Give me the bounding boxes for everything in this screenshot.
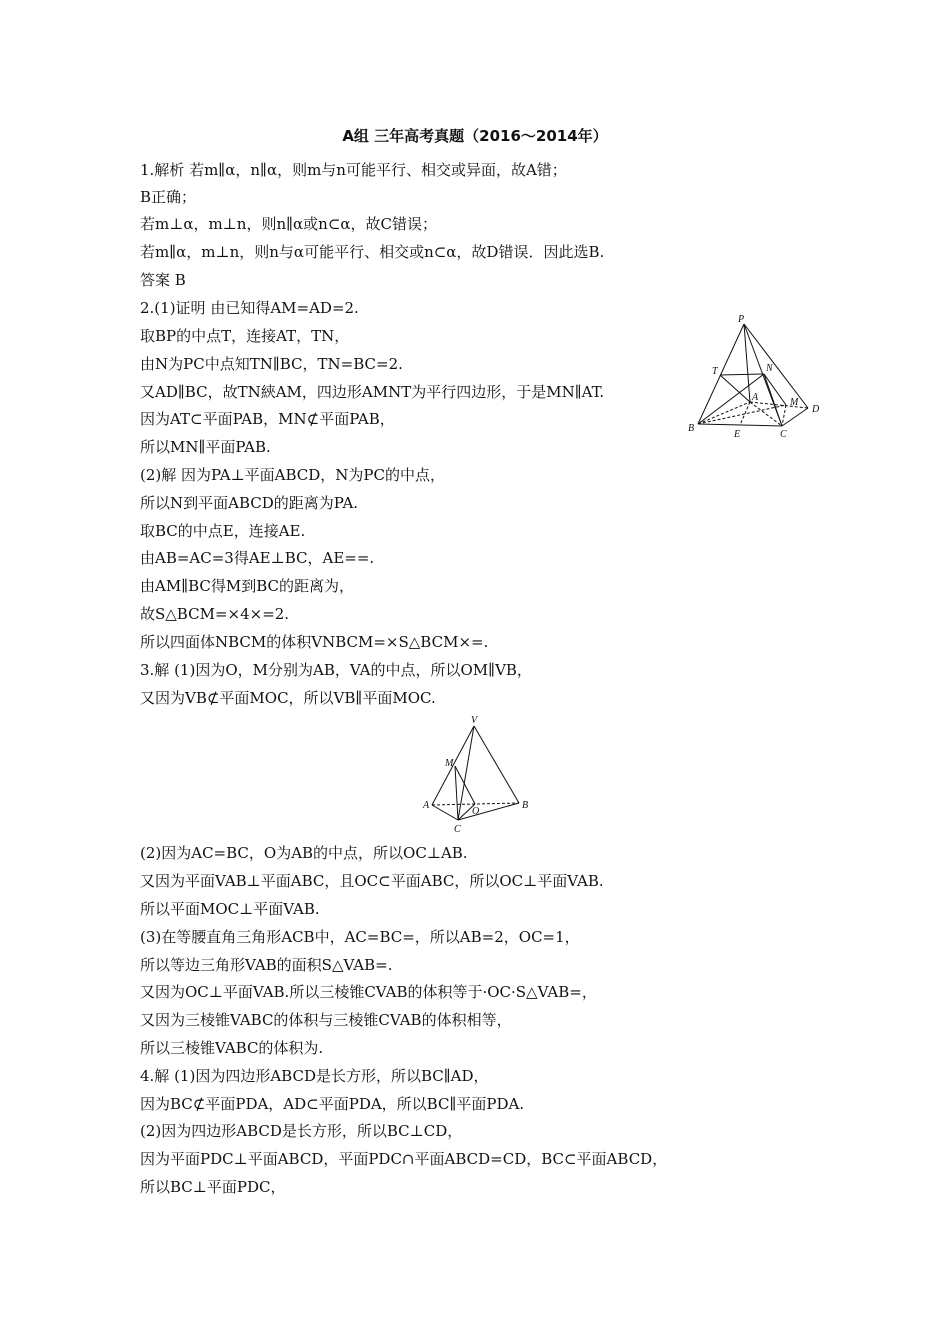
text-line: 取BP的中点T，连接AT，TN， <box>140 327 350 345</box>
text-line: 又因为VB⊄平面MOC，所以VB∥平面MOC. <box>140 689 436 707</box>
text-line: 若m∥α，m⊥n，则n与α可能平行、相交或n⊂α，故D错误．因此选B. <box>140 243 605 261</box>
text-line: 4.解 (1)因为四边形ABCD是长方形，所以BC∥AD， <box>140 1067 489 1085</box>
label-E: E <box>734 429 741 440</box>
text-line: 2.(1)证明 由已知得AM=AD=2. <box>140 299 359 317</box>
text-line: 所以三棱锥VABC的体积为. <box>140 1039 324 1057</box>
text-line: 又因为OC⊥平面VAB.所以三棱锥CVAB的体积等于·OC·S△VAB=， <box>140 983 597 1001</box>
segment-NM <box>764 374 786 405</box>
text-line: 所以BC⊥平面PDC， <box>140 1178 286 1196</box>
text-line: (3)在等腰直角三角形ACB中，AC=BC=，所以AB=2，OC=1， <box>140 928 580 946</box>
label-B: B <box>688 423 695 434</box>
text-line: B正确； <box>140 188 197 206</box>
text-line: 所以等边三角形VAB的面积S△VAB=. <box>140 956 393 974</box>
edge-PB <box>698 324 744 424</box>
edge-AC <box>432 805 458 820</box>
segment-MC <box>782 405 786 426</box>
text-line: 故S△BCM=×4×=2. <box>140 605 290 623</box>
label-C: C <box>454 824 461 835</box>
text-line: 所以N到平面ABCD的距离为PA. <box>140 494 359 512</box>
label-P: P <box>738 314 745 325</box>
text-line: (2)因为四边形ABCD是长方形，所以BC⊥CD， <box>140 1122 463 1140</box>
text-line: 又AD∥BC，故TN綊AM，四边形AMNT为平行四边形，于是MN∥AT. <box>140 383 605 401</box>
text-line: 所以MN∥平面PAB. <box>140 438 271 456</box>
text-line: 3.解 (1)因为O，M分别为AB，VA的中点，所以OM∥VB， <box>140 661 532 679</box>
label-B: B <box>522 800 529 811</box>
segment-NC <box>764 374 782 426</box>
text-line: 取BC的中点E，连接AE. <box>140 522 306 540</box>
text-line: 因为平面PDC⊥平面ABCD，平面PDC∩平面ABCD=CD，BC⊂平面ABCD， <box>140 1150 668 1168</box>
answer-line: 答案 B <box>140 271 186 289</box>
text-line: 因为BC⊄平面PDA，AD⊂平面PDA，所以BC∥平面PDA. <box>140 1095 525 1113</box>
text-line: 又因为三棱锥VABC的体积与三棱锥CVAB的体积相等， <box>140 1011 512 1029</box>
label-N: N <box>766 363 773 374</box>
text-line: 由N为PC中点知TN∥BC，TN=BC=2. <box>140 355 403 373</box>
text-line: (2)因为AC=BC，O为AB的中点，所以OC⊥AB. <box>140 844 468 862</box>
label-O: O <box>472 806 480 817</box>
text-line: 因为AT⊂平面PAB，MN⊄平面PAB， <box>140 410 395 428</box>
text-line: 所以平面MOC⊥平面VAB. <box>140 900 320 918</box>
edge-CD <box>782 408 808 426</box>
tetrahedron-figure <box>420 714 540 836</box>
label-A: A <box>423 800 430 811</box>
segment-MC <box>455 766 458 820</box>
edge-AD <box>750 402 808 408</box>
segment-PA <box>744 324 750 402</box>
edge-AB <box>432 803 519 805</box>
label-T: T <box>712 366 718 377</box>
pyramid-figure <box>680 312 840 442</box>
text-line: 所以四面体NBCM的体积VNBCM=×S△BCM×=. <box>140 633 489 651</box>
text-line: 由AM∥BC得M到BC的距离为， <box>140 577 355 595</box>
edge-TN <box>720 374 764 375</box>
text-line: 1.解析 若m∥α，n∥α，则m与n可能平行、相交或异面，故A错； <box>140 161 567 179</box>
text-line: 由AB=AC=3得AE⊥BC，AE==. <box>140 549 375 567</box>
label-D: D <box>812 404 820 415</box>
label-A: A <box>752 392 759 403</box>
text-line: (2)解 因为PA⊥平面ABCD，N为PC的中点， <box>140 466 446 484</box>
text-line: 又因为平面VAB⊥平面ABC，且OC⊂平面ABC，所以OC⊥平面VAB. <box>140 872 604 890</box>
label-V: V <box>471 715 478 726</box>
segment-MO <box>455 766 475 804</box>
label-M: M <box>445 758 454 769</box>
label-C: C <box>780 429 787 440</box>
edge-VB <box>474 726 519 803</box>
label-M: M <box>790 397 799 408</box>
text-line: 若m⊥α，m⊥n，则n∥α或n⊂α，故C错误； <box>140 215 438 233</box>
page-title: A组 三年高考真题（2016～2014年） <box>342 127 608 145</box>
